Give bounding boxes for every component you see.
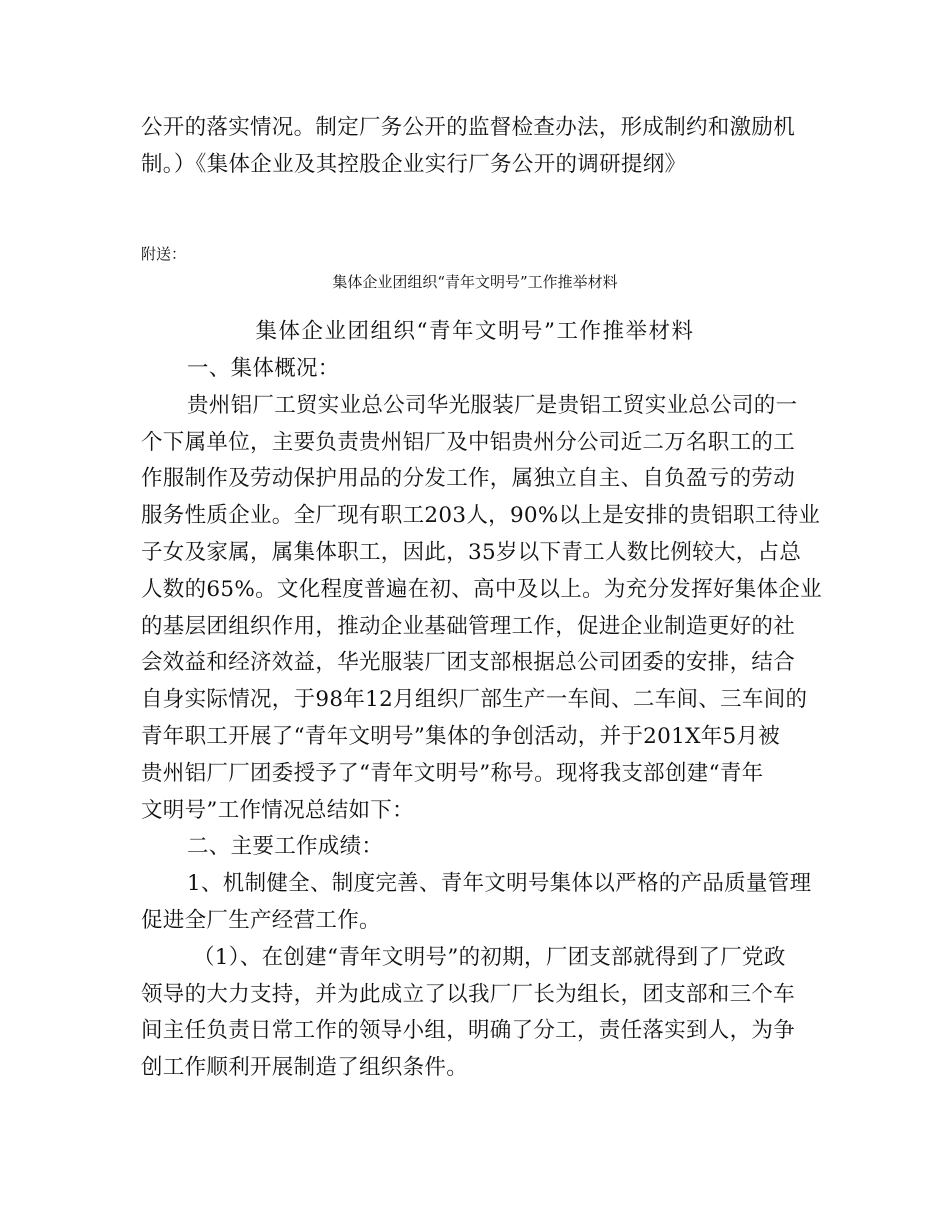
paragraph-line: 间主任负责日常工作的领导小组，明确了分工，责任落实到人，为争 [141, 1018, 796, 1044]
paragraph-line: 人数的65%。文化程度普遍在初、高中及以上。为充分发挥好集体企业 [141, 576, 822, 602]
paragraph-line: 会效益和经济效益，华光服装厂团支部根据总公司团委的安排，结合 [141, 650, 796, 676]
paragraph-line: 促进全厂生产经营工作。 [141, 907, 381, 933]
paragraph-line: 公开的落实情况。制定厂务公开的监督检查办法，形成制约和激励机 [141, 115, 796, 140]
paragraph-line: 贵州铝厂工贸实业总公司华光服装厂是贵铝工贸实业总公司的一 [187, 392, 798, 418]
paragraph-line: 服务性质企业。全厂现有职工203人，90%以上是安排的贵铝职工待业 [141, 503, 821, 529]
small-title: 集体企业团组织“青年文明号”工作推举材料 [332, 273, 618, 291]
paragraph-line: 制。）《集体企业及其控股企业实行厂务公开的调研提纲》 [141, 151, 687, 177]
paragraph-line: 领导的大力支持，并为此成立了以我厂厂长为组长，团支部和三个车 [141, 981, 796, 1007]
paragraph-line: 青年职工开展了“青年文明号”集体的争创活动，并于201X年5月被 [141, 723, 781, 749]
paragraph-line: 自身实际情况，于98年12月组织厂部生产一车间、二车间、三车间的 [141, 687, 808, 713]
paragraph-line: 作服制作及劳动保护用品的分发工作，属独立自主、自负盈亏的劳动 [141, 466, 796, 492]
paragraph-line: （1）、在创建“青年文明号”的初期，厂团支部就得到了厂党政 [193, 944, 786, 970]
section1-heading: 一、集体概况： [187, 356, 340, 381]
attachment-label: 附送： [141, 245, 187, 263]
paragraph-line: 个下属单位，主要负责贵州铝厂及中铝贵州分公司近二万名职工的工 [141, 429, 796, 455]
main-title: 集体企业团组织“青年文明号”工作推举材料 [255, 319, 695, 344]
paragraph-line: 子女及家属，属集体职工，因此，35岁以下青工人数比例较大，占总 [141, 539, 802, 565]
paragraph-line: 1、机制健全、制度完善、青年文明号集体以严格的产品质量管理 [187, 871, 812, 897]
top-paragraph [141, 110, 811, 184]
paragraph-line: 创工作顺利开展制造了组织条件。 [141, 1055, 469, 1081]
section2-heading: 二、主要工作成绩： [187, 834, 384, 860]
paragraph-line: 的基层团组织作用，推动企业基础管理工作，促进企业制造更好的社 [141, 613, 796, 639]
paragraph-line: 文明号”工作情况总结如下： [141, 797, 414, 823]
section1 [141, 351, 822, 1087]
paragraph-line: 贵州铝厂厂团委授予了“青年文明号”称号。现将我支部创建“青年 [141, 760, 764, 786]
